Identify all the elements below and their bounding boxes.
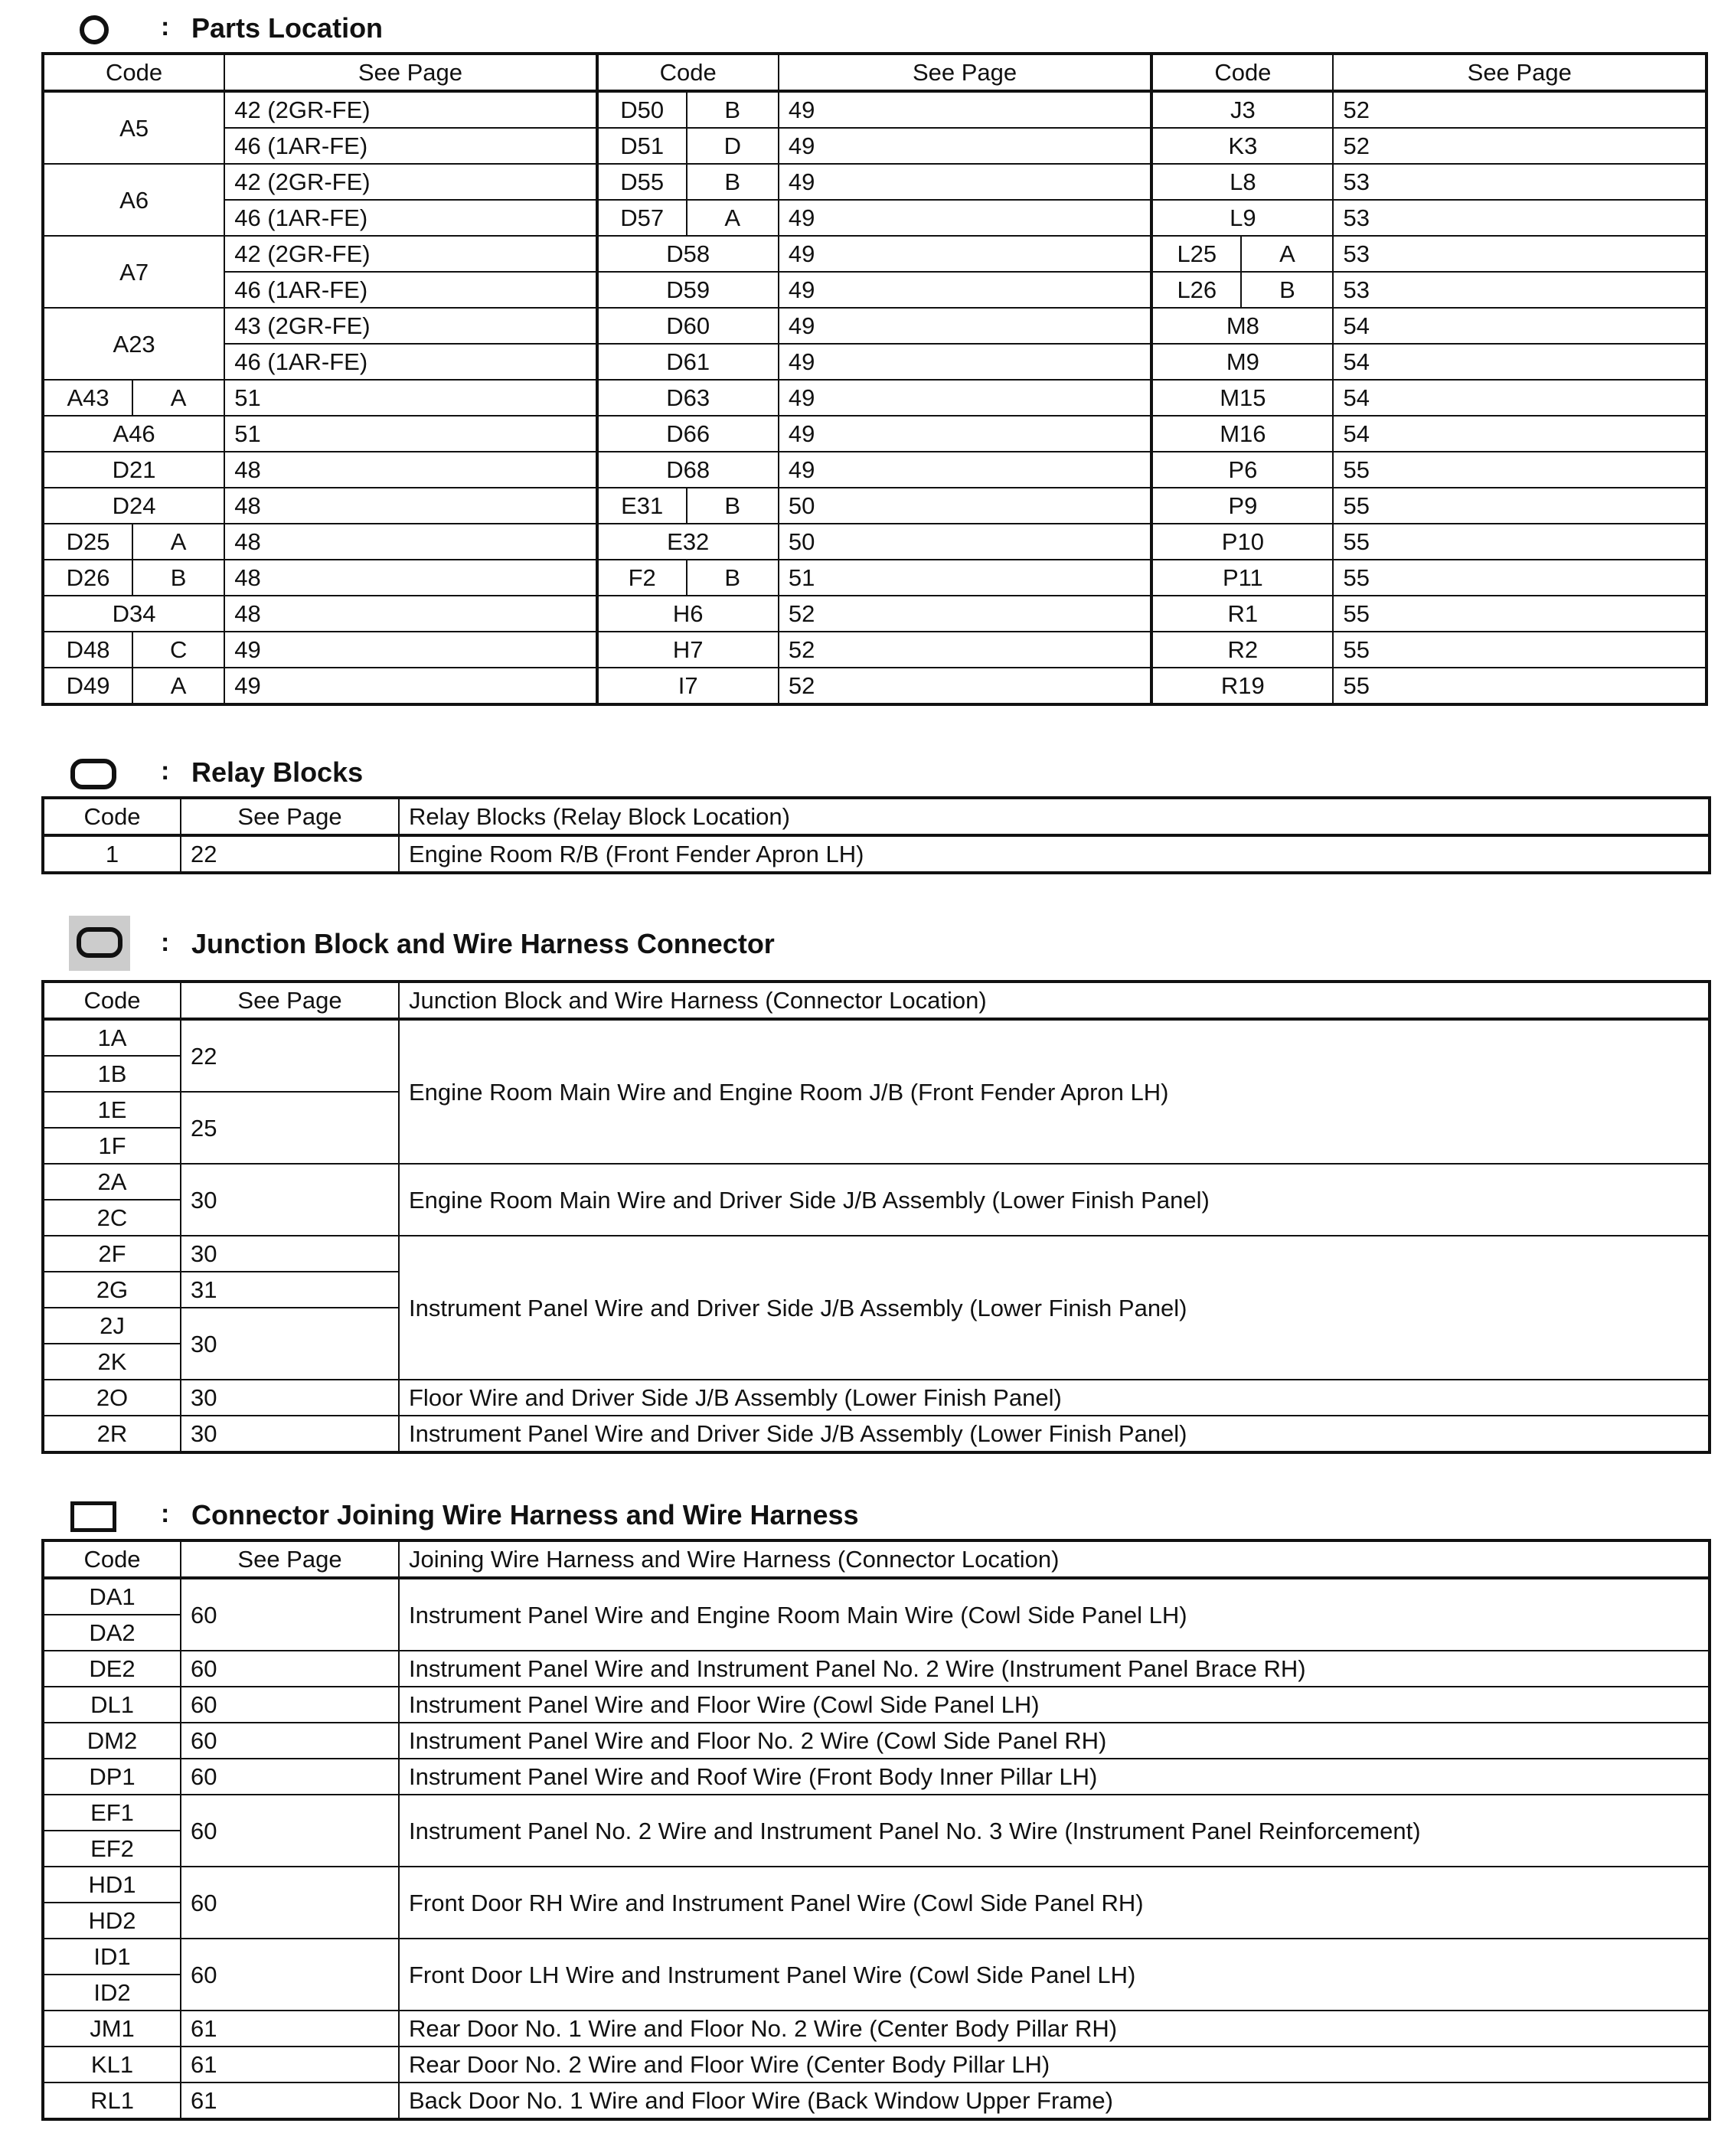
desc-cell: Front Door RH Wire and Instrument Panel Wire (Cowl Side Panel RH) — [399, 1867, 1710, 1939]
code-cell: P11 — [1151, 560, 1333, 596]
table-row — [43, 632, 1707, 668]
header-location: Junction Block and Wire Harness (Connector Location) — [399, 982, 1710, 1019]
page-cell: 22 — [181, 1019, 399, 1092]
desc-cell: Instrument Panel Wire and Driver Side J/B Assembly (Lower Finish Panel) — [399, 1236, 1710, 1380]
page-cell: 42 (2GR-FE) — [224, 164, 596, 200]
page-cell: 30 — [181, 1164, 399, 1236]
relay-blocks-section — [41, 749, 1708, 874]
code-cell: DA2 — [43, 1615, 181, 1651]
section-colon: : — [161, 756, 170, 786]
header-code: Code — [43, 798, 181, 835]
page-cell: 30 — [181, 1236, 399, 1272]
code-cell: I7 — [597, 668, 779, 704]
sub-code-cell: A — [132, 524, 224, 560]
sub-code-cell: A — [132, 380, 224, 416]
page-cell: 55 — [1333, 524, 1707, 560]
junction-block-section — [41, 916, 1708, 1454]
code-cell: M9 — [1151, 344, 1333, 380]
page-cell: 60 — [181, 1795, 399, 1867]
page-cell: 42 (2GR-FE) — [224, 236, 596, 272]
code-cell: 2O — [43, 1380, 181, 1416]
table-row — [43, 560, 1707, 596]
code-cell: D24 — [43, 488, 224, 524]
page-cell: 30 — [181, 1416, 399, 1452]
code-cell: 2J — [43, 1308, 181, 1344]
code-cell: 2F — [43, 1236, 181, 1272]
table-row — [43, 452, 1707, 488]
page-cell: 61 — [181, 2047, 399, 2082]
header-see-page: See Page — [181, 982, 399, 1019]
page-cell: 52 — [1333, 91, 1707, 128]
page-cell: 46 (1AR-FE) — [224, 344, 596, 380]
code-cell: R1 — [1151, 596, 1333, 632]
parts-location-table — [41, 52, 1708, 706]
code-cell: ID1 — [43, 1939, 181, 1975]
code-cell: JM1 — [43, 2011, 181, 2047]
desc-cell: Engine Room Main Wire and Driver Side J/B Assembly (Lower Finish Panel) — [399, 1164, 1710, 1236]
sub-code-cell: B — [132, 560, 224, 596]
page-cell: 48 — [224, 524, 596, 560]
connector-joining-table — [41, 1539, 1711, 2121]
table-row — [43, 1019, 1710, 1056]
code-cell: D59 — [597, 272, 779, 308]
junction-block-symbol-icon — [69, 916, 130, 971]
section-title: Parts Location — [191, 12, 384, 44]
table-row — [43, 380, 1707, 416]
code-cell: DL1 — [43, 1687, 181, 1723]
table-row — [43, 1759, 1710, 1795]
code-cell: DM2 — [43, 1723, 181, 1759]
page-cell: 49 — [779, 236, 1151, 272]
code-cell: D34 — [43, 596, 224, 632]
page-cell: 49 — [779, 91, 1151, 128]
page-cell: 30 — [181, 1308, 399, 1380]
desc-cell: Instrument Panel Wire and Engine Room Main Wire (Cowl Side Panel LH) — [399, 1578, 1710, 1651]
table-row — [43, 308, 1707, 344]
table-row — [43, 344, 1707, 380]
circle-symbol-icon — [80, 15, 109, 44]
page-cell: 55 — [1333, 488, 1707, 524]
relay-block-symbol-icon — [70, 759, 116, 789]
table-row — [43, 91, 1707, 128]
page-cell: 60 — [181, 1651, 399, 1687]
page-cell: 50 — [779, 488, 1151, 524]
code-cell: DE2 — [43, 1651, 181, 1687]
table-row — [43, 1687, 1710, 1723]
desc-cell: Instrument Panel Wire and Floor Wire (Cowl Side Panel LH) — [399, 1687, 1710, 1723]
page-cell: 61 — [181, 2082, 399, 2119]
code-cell: K3 — [1151, 128, 1333, 164]
page-cell: 49 — [779, 128, 1151, 164]
code-cell: D49 — [43, 668, 132, 704]
desc-cell: Instrument Panel No. 2 Wire and Instrument Panel No. 3 Wire (Instrument Panel Reinforcement) — [399, 1795, 1710, 1867]
table-row — [43, 128, 1707, 164]
page-cell: 54 — [1333, 344, 1707, 380]
desc-cell: Instrument Panel Wire and Driver Side J/B Assembly (Lower Finish Panel) — [399, 1416, 1710, 1452]
code-cell: E31 — [597, 488, 687, 524]
sub-code-cell: B — [687, 164, 779, 200]
table-row — [43, 1651, 1710, 1687]
page-cell: 46 (1AR-FE) — [224, 128, 596, 164]
code-cell: D60 — [597, 308, 779, 344]
sub-code-cell: A — [1241, 236, 1333, 272]
page-cell: 61 — [181, 2011, 399, 2047]
code-cell: 2R — [43, 1416, 181, 1452]
code-cell: L9 — [1151, 200, 1333, 236]
page-cell: 55 — [1333, 452, 1707, 488]
page-cell: 49 — [779, 416, 1151, 452]
table-row — [43, 164, 1707, 200]
header-see-page: See Page — [181, 1540, 399, 1578]
page-cell: 46 (1AR-FE) — [224, 200, 596, 236]
header-location: Relay Blocks (Relay Block Location) — [399, 798, 1710, 835]
parts-location-section — [41, 5, 1708, 706]
page-cell: 49 — [779, 272, 1151, 308]
table-row — [43, 2082, 1710, 2119]
page-cell: 51 — [224, 416, 596, 452]
table-row — [43, 524, 1707, 560]
code-cell: HD2 — [43, 1903, 181, 1939]
table-row — [43, 1867, 1710, 1903]
page-cell: 54 — [1333, 416, 1707, 452]
page-cell: 42 (2GR-FE) — [224, 91, 596, 128]
code-cell: A7 — [43, 236, 224, 308]
page-cell: 25 — [181, 1092, 399, 1164]
code-cell: P10 — [1151, 524, 1333, 560]
header-code-1: Code — [43, 54, 224, 91]
code-cell: 1B — [43, 1056, 181, 1092]
code-cell: D26 — [43, 560, 132, 596]
code-cell: R19 — [1151, 668, 1333, 704]
header-see-page-1: See Page — [224, 54, 596, 91]
code-cell: H6 — [597, 596, 779, 632]
code-cell: ID2 — [43, 1975, 181, 2011]
page-cell: 53 — [1333, 200, 1707, 236]
page-cell: 54 — [1333, 308, 1707, 344]
page-cell: 51 — [224, 380, 596, 416]
section-colon: : — [161, 12, 170, 41]
table-row — [43, 1164, 1710, 1200]
code-cell: L8 — [1151, 164, 1333, 200]
page-cell: 51 — [779, 560, 1151, 596]
code-cell: 1 — [43, 835, 181, 873]
code-cell: M8 — [1151, 308, 1333, 344]
sub-code-cell: B — [687, 488, 779, 524]
section-title: Connector Joining Wire Harness and Wire Harness — [191, 1499, 859, 1530]
code-cell: 2G — [43, 1272, 181, 1308]
code-cell: H7 — [597, 632, 779, 668]
connector-symbol-icon — [70, 1501, 116, 1532]
code-cell: EF1 — [43, 1795, 181, 1831]
desc-cell: Instrument Panel Wire and Floor No. 2 Wire (Cowl Side Panel RH) — [399, 1723, 1710, 1759]
header-code: Code — [43, 1540, 181, 1578]
page-cell: 60 — [181, 1939, 399, 2011]
table-row — [43, 1723, 1710, 1759]
code-cell: M15 — [1151, 380, 1333, 416]
page-cell: 48 — [224, 488, 596, 524]
section-title: Junction Block and Wire Harness Connector — [191, 928, 775, 959]
sub-code-cell: B — [687, 560, 779, 596]
page-cell: 53 — [1333, 272, 1707, 308]
table-row — [43, 416, 1707, 452]
code-cell: HD1 — [43, 1867, 181, 1903]
code-cell: D68 — [597, 452, 779, 488]
sub-code-cell: B — [687, 91, 779, 128]
code-cell: D61 — [597, 344, 779, 380]
code-cell: DA1 — [43, 1578, 181, 1615]
section-colon: : — [161, 1499, 170, 1528]
desc-cell: Engine Room R/B (Front Fender Apron LH) — [399, 835, 1710, 873]
desc-cell: Engine Room Main Wire and Engine Room J/B (Front Fender Apron LH) — [399, 1019, 1710, 1164]
page-cell: 55 — [1333, 632, 1707, 668]
page-cell: 52 — [779, 668, 1151, 704]
page-cell: 49 — [224, 668, 596, 704]
code-cell: D57 — [597, 200, 687, 236]
code-cell: L26 — [1151, 272, 1241, 308]
page-cell: 49 — [779, 308, 1151, 344]
code-cell: D25 — [43, 524, 132, 560]
table-row — [43, 272, 1707, 308]
table-row — [43, 1939, 1710, 1975]
code-cell: J3 — [1151, 91, 1333, 128]
sub-code-cell: A — [132, 668, 224, 704]
table-row — [43, 835, 1710, 873]
page-cell: 48 — [224, 452, 596, 488]
code-cell: P9 — [1151, 488, 1333, 524]
desc-cell: Instrument Panel Wire and Instrument Panel No. 2 Wire (Instrument Panel Brace RH) — [399, 1651, 1710, 1687]
code-cell: 1F — [43, 1128, 181, 1164]
desc-cell: Floor Wire and Driver Side J/B Assembly (Lower Finish Panel) — [399, 1380, 1710, 1416]
page-cell: 60 — [181, 1867, 399, 1939]
code-cell: A5 — [43, 91, 224, 164]
page-cell: 52 — [779, 596, 1151, 632]
relay-blocks-table — [41, 796, 1711, 874]
code-cell: KL1 — [43, 2047, 181, 2082]
code-cell: DP1 — [43, 1759, 181, 1795]
desc-cell: Rear Door No. 1 Wire and Floor No. 2 Wire (Center Body Pillar RH) — [399, 2011, 1710, 2047]
header-see-page-2: See Page — [779, 54, 1151, 91]
sub-code-cell: A — [687, 200, 779, 236]
table-row — [43, 668, 1707, 704]
sub-code-cell: D — [687, 128, 779, 164]
desc-cell: Rear Door No. 2 Wire and Floor Wire (Center Body Pillar LH) — [399, 2047, 1710, 2082]
table-row — [43, 2047, 1710, 2082]
code-cell: A46 — [43, 416, 224, 452]
header-see-page-3: See Page — [1333, 54, 1707, 91]
junction-block-header — [41, 916, 1708, 980]
table-row — [43, 2011, 1710, 2047]
junction-block-table — [41, 980, 1711, 1454]
page-cell: 52 — [1333, 128, 1707, 164]
sub-code-cell: B — [1241, 272, 1333, 308]
code-cell: L25 — [1151, 236, 1241, 272]
code-cell: 1E — [43, 1092, 181, 1128]
section-title: Relay Blocks — [191, 756, 364, 788]
page-cell: 54 — [1333, 380, 1707, 416]
table-row — [43, 200, 1707, 236]
code-cell: D63 — [597, 380, 779, 416]
page-cell: 22 — [181, 835, 399, 873]
table-row — [43, 1578, 1710, 1615]
code-cell: E32 — [597, 524, 779, 560]
code-cell: D21 — [43, 452, 224, 488]
page-cell: 55 — [1333, 668, 1707, 704]
page-cell: 50 — [779, 524, 1151, 560]
page-cell: 52 — [779, 632, 1151, 668]
code-cell: D50 — [597, 91, 687, 128]
code-cell: D48 — [43, 632, 132, 668]
page-cell: 49 — [779, 452, 1151, 488]
page-cell: 49 — [779, 380, 1151, 416]
code-cell: R2 — [1151, 632, 1333, 668]
code-cell: D58 — [597, 236, 779, 272]
code-cell: 1A — [43, 1019, 181, 1056]
page-cell: 49 — [779, 200, 1151, 236]
code-cell: D51 — [597, 128, 687, 164]
code-cell: P6 — [1151, 452, 1333, 488]
page-cell: 60 — [181, 1759, 399, 1795]
table-row — [43, 1795, 1710, 1831]
page-cell: 60 — [181, 1723, 399, 1759]
page-cell: 60 — [181, 1687, 399, 1723]
connector-joining-header — [41, 1491, 1708, 1539]
page-cell: 60 — [181, 1578, 399, 1651]
code-cell: EF2 — [43, 1831, 181, 1867]
code-cell: M16 — [1151, 416, 1333, 452]
table-row — [43, 1416, 1710, 1452]
relay-blocks-header — [41, 749, 1708, 796]
header-see-page: See Page — [181, 798, 399, 835]
header-code-3: Code — [1151, 54, 1333, 91]
code-cell: 2C — [43, 1200, 181, 1236]
header-location: Joining Wire Harness and Wire Harness (Connector Location) — [399, 1540, 1710, 1578]
code-cell: F2 — [597, 560, 687, 596]
connector-joining-section — [41, 1491, 1708, 2121]
table-row — [43, 488, 1707, 524]
sub-code-cell: C — [132, 632, 224, 668]
code-cell: A6 — [43, 164, 224, 236]
code-cell: 2A — [43, 1164, 181, 1200]
page-cell: 43 (2GR-FE) — [224, 308, 596, 344]
page-cell: 48 — [224, 596, 596, 632]
table-row — [43, 1380, 1710, 1416]
section-colon: : — [161, 928, 170, 957]
page-cell: 31 — [181, 1272, 399, 1308]
desc-cell: Instrument Panel Wire and Roof Wire (Front Body Inner Pillar LH) — [399, 1759, 1710, 1795]
code-cell: A23 — [43, 308, 224, 380]
header-code-2: Code — [597, 54, 779, 91]
desc-cell: Back Door No. 1 Wire and Floor Wire (Back Window Upper Frame) — [399, 2082, 1710, 2119]
page-cell: 48 — [224, 560, 596, 596]
table-row — [43, 1236, 1710, 1272]
parts-location-header — [41, 5, 1708, 52]
code-cell: 2K — [43, 1344, 181, 1380]
page-cell: 49 — [224, 632, 596, 668]
code-cell: D66 — [597, 416, 779, 452]
code-cell: D55 — [597, 164, 687, 200]
page-cell: 49 — [779, 164, 1151, 200]
header-code: Code — [43, 982, 181, 1019]
page-cell: 49 — [779, 344, 1151, 380]
table-row — [43, 236, 1707, 272]
page-cell: 55 — [1333, 560, 1707, 596]
desc-cell: Front Door LH Wire and Instrument Panel Wire (Cowl Side Panel LH) — [399, 1939, 1710, 2011]
code-cell: A43 — [43, 380, 132, 416]
page-cell: 46 (1AR-FE) — [224, 272, 596, 308]
page-cell: 30 — [181, 1380, 399, 1416]
table-row — [43, 596, 1707, 632]
code-cell: RL1 — [43, 2082, 181, 2119]
page-cell: 55 — [1333, 596, 1707, 632]
page-cell: 53 — [1333, 164, 1707, 200]
page-cell: 53 — [1333, 236, 1707, 272]
